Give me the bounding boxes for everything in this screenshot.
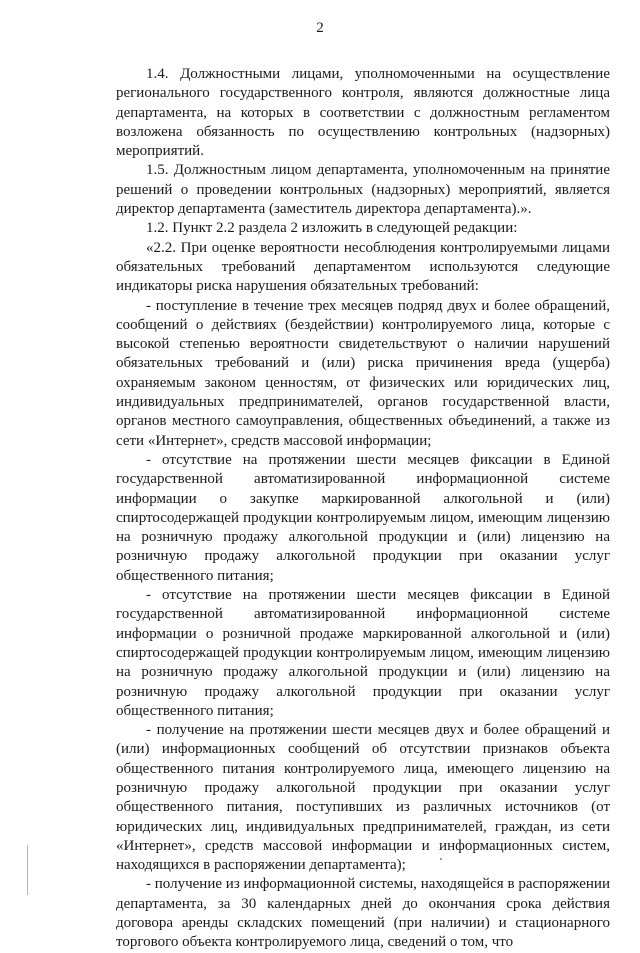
scan-artifact-line: [27, 845, 28, 895]
paragraph-amendment-1-2: 1.2. Пункт 2.2 раздела 2 изложить в следующей редакции:: [146, 220, 518, 237]
paragraph-1-4: 1.4. Должностными лицами, уполномоченными на осуществление регионального государственного контроля, являются должностные лица департамента, на которых в соответствии с должностным регламентом возложена обязанность по осуществлению контрольных (надзорных) мероприятий.: [116, 66, 610, 160]
list-item-indicator-3: - отсутствие на протяжении шести месяцев фиксации в Единой государственной автоматизированной информационной системе информации о розничной продаже маркированной алкогольной и (или) спиртосодержащей продукции контролируемым лицом, имеющим лицензию на розничную продажу алкогольной продукции и (или) лицензию на розничную продажу алкогольной продукции при оказании услуг общественного питания;: [116, 587, 610, 719]
document-body: [116, 65, 610, 953]
list-item-indicator-2: - отсутствие на протяжении шести месяцев фиксации в Единой государственной автоматизированной информационной системе информации о закупке маркированной алкогольной и (или) спиртосодержащей продукции контролируемым лицом, имеющим лицензию на розничную продажу алкогольной продукции и (или) лицензию на розничную продажу алкогольной продукции при оказании услуг общественного питания;: [116, 451, 610, 584]
list-item-indicator-1: - поступление в течение трех месяцев подряд двух и более обращений, сообщений о действиях (бездействии) контролируемого лица, которые с высокой степенью вероятности свидетельствуют о наличии нарушений обязательных требований и (или) риска причинения вреда (ущерба) охраняемым законом ценностям, от физических или юридических лиц, индивидуальных предпринимателей, органов государственной власти, органов местного самоуправления, общественных объединений, а также из сети «Интернет», средств массовой информации;: [116, 297, 610, 449]
list-item-indicator-5: - получение из информационной системы, находящейся в распоряжении департамента, за 30 календарных дней до окончания срока действия договора аренды складских помещений (при наличии) и стационарного торгового объекта контролируемого лица, сведений о том, что: [116, 876, 610, 951]
paragraph-1-5: 1.5. Должностным лицом департамента, уполномоченным на принятие решений о проведении контрольных (надзорных) мероприятий, является директор департамента (заместитель директора департамента).».: [116, 162, 610, 218]
page-number: 2: [316, 20, 324, 36]
scan-artifact-dot: [440, 858, 442, 860]
list-item-indicator-4: - получение на протяжении шести месяцев двух и более обращений и (или) информационных сообщений об отсутствии признаков объекта общественного питания контролируемого лица, имеющего лицензию на розничную продажу алкогольной продукции при оказании услуг общественного питания, поступивших из различных источников (от юридических лиц, индивидуальных предпринимателей, граждан, из сети «Интернет», средств массовой информации и информационных систем, находящихся в распоряжении департамента);: [116, 722, 610, 874]
paragraph-2-2: «2.2. При оценке вероятности несоблюдения контролируемыми лицами обязательных требований департаментом используются следующие индикаторы риска нарушения обязательных требований:: [116, 239, 610, 295]
